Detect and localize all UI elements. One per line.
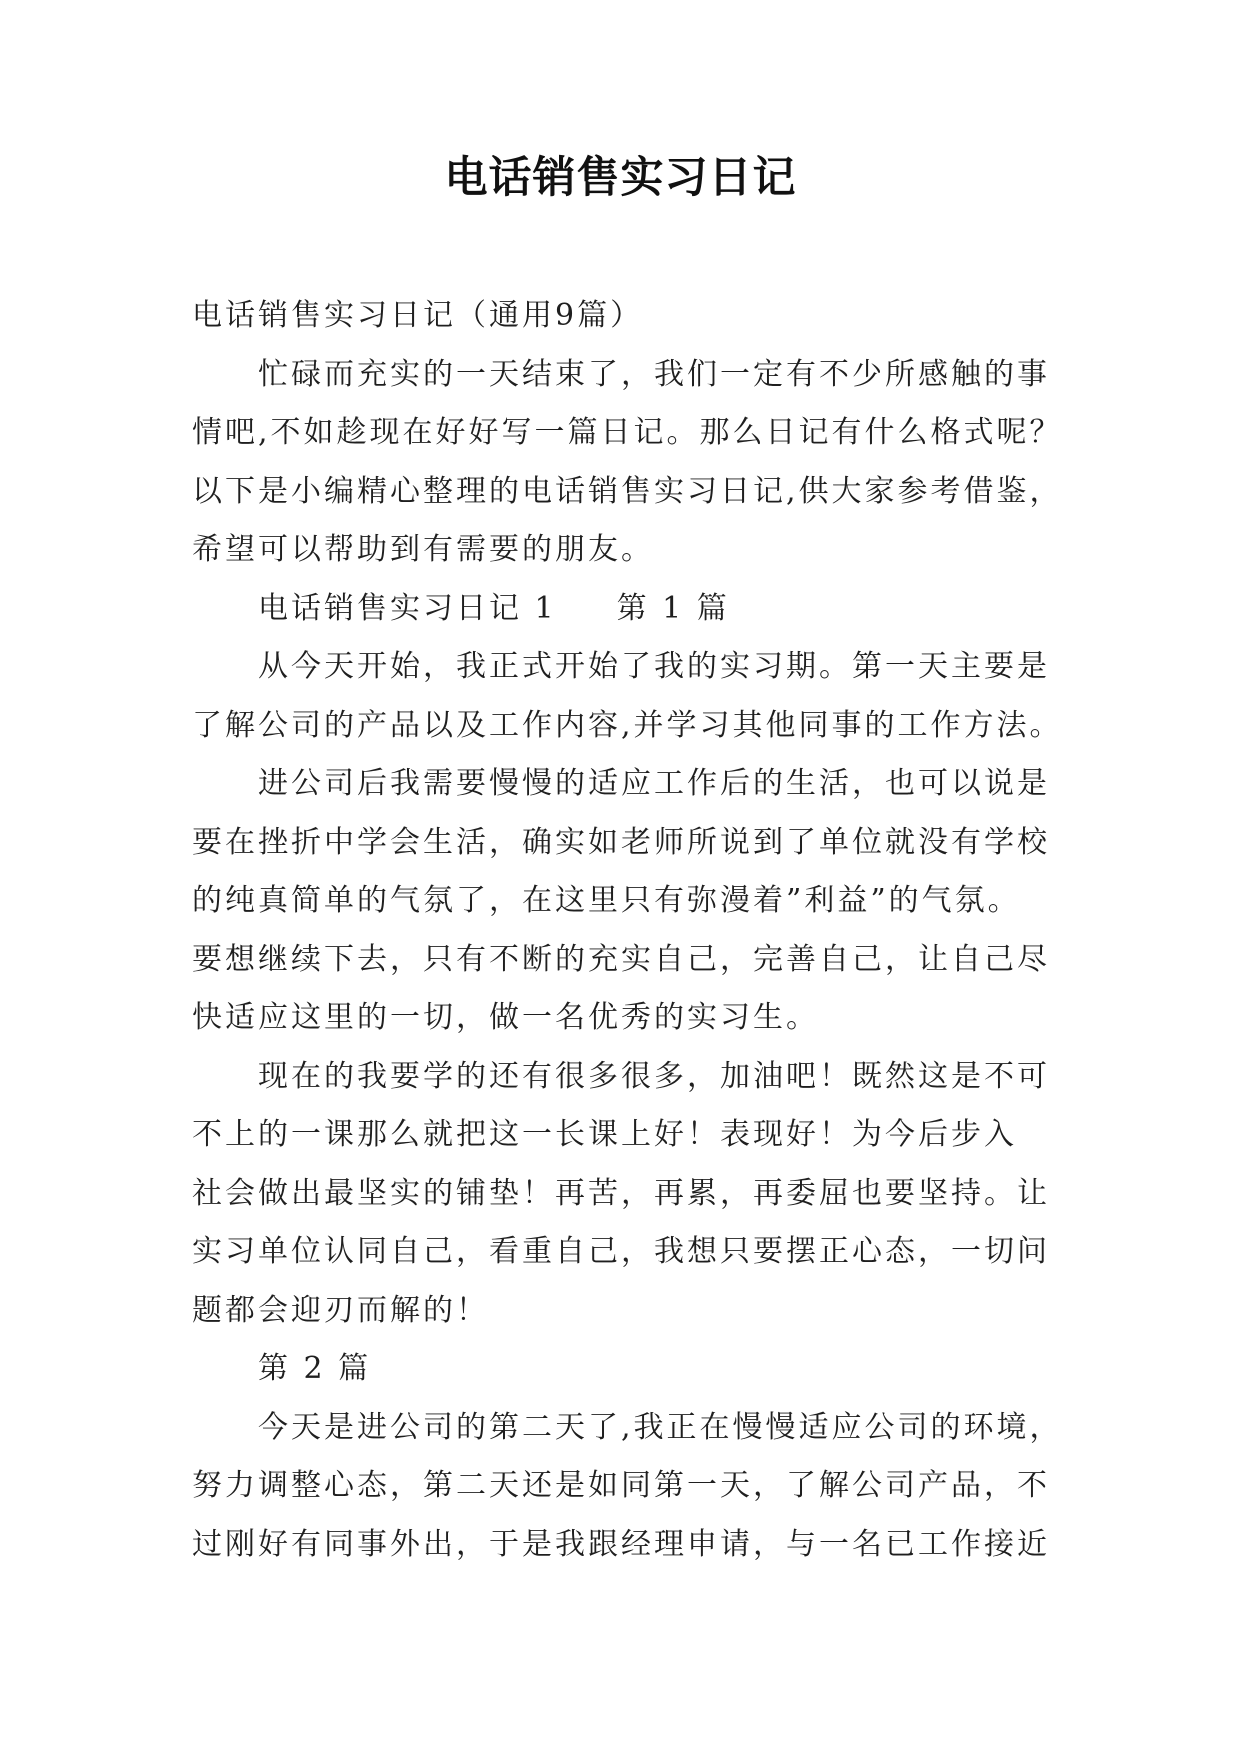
section-1-heading: 电话销售实习日记 1 xyxy=(258,590,557,626)
document-body xyxy=(192,287,1062,1574)
paragraph-2 xyxy=(192,755,1062,1048)
text-line: 今天是进公司的第二天了,我正在慢慢适应公司的环境， xyxy=(258,1409,1063,1445)
text-line: 不上的一课那么就把这一长课上好！表现好！为今后步入 xyxy=(192,1117,1017,1152)
text-line: 快适应这里的一切，做一名优秀的实习生。 xyxy=(192,1000,819,1035)
text-line: 希望可以帮助到有需要的朋友。 xyxy=(192,532,654,567)
text-line: 从今天开始，我正式开始了我的实习期。第一天主要是 xyxy=(258,649,1050,684)
section-2-label: 第 2 篇 xyxy=(258,1351,372,1386)
text-line: 情吧,不如趁现在好好写一篇日记。那么日记有什么格式呢？ xyxy=(192,415,1063,450)
text-line: 了解公司的产品以及工作内容,并学习其他同事的工作方法。 xyxy=(192,707,1063,743)
document-subtitle: 电话销售实习日记（通用9篇） xyxy=(192,298,644,333)
text-line: 以下是小编精心整理的电话销售实习日记,供大家参考借鉴， xyxy=(192,473,1063,509)
document-title: 电话销售实习日记 xyxy=(444,153,797,203)
text-line: 进公司后我需要慢慢的适应工作后的生活，也可以说是 xyxy=(258,766,1050,801)
text-line: 过刚好有同事外出，于是我跟经理申请，与一名已工作接近 xyxy=(192,1526,1050,1562)
text-line: 要在挫折中学会生活，确实如老师所说到了单位就没有学校 xyxy=(192,824,1050,860)
text-line: 现在的我要学的还有很多很多，加油吧！既然这是不可 xyxy=(258,1058,1050,1094)
text-line: 忙碌而充实的一天结束了，我们一定有不少所感触的事 xyxy=(258,356,1050,392)
text-line: 的纯真简单的气氛了，在这里只有弥漫着”利益”的气氛。 xyxy=(192,883,1021,918)
text-line: 要想继续下去，只有不断的充实自己，完善自己，让自己尽 xyxy=(192,941,1050,977)
section-1-label: 第 1 篇 xyxy=(616,590,730,626)
paragraph-4 xyxy=(192,1399,1062,1575)
text-line: 题都会迎刃而解的！ xyxy=(192,1292,489,1328)
text-line: 努力调整心态，第二天还是如同第一天，了解公司产品，不 xyxy=(192,1468,1050,1503)
text-line: 社会做出最坚实的铺垫！再苦，再累，再委屈也要坚持。让 xyxy=(192,1175,1050,1211)
paragraph-3 xyxy=(192,1048,1062,1341)
text-line: 实习单位认同自己，看重自己，我想只要摆正心态，一切问 xyxy=(192,1234,1050,1269)
intro-paragraph xyxy=(192,346,1062,580)
paragraph-1 xyxy=(192,638,1062,755)
section-1-heading-line xyxy=(192,580,1062,639)
